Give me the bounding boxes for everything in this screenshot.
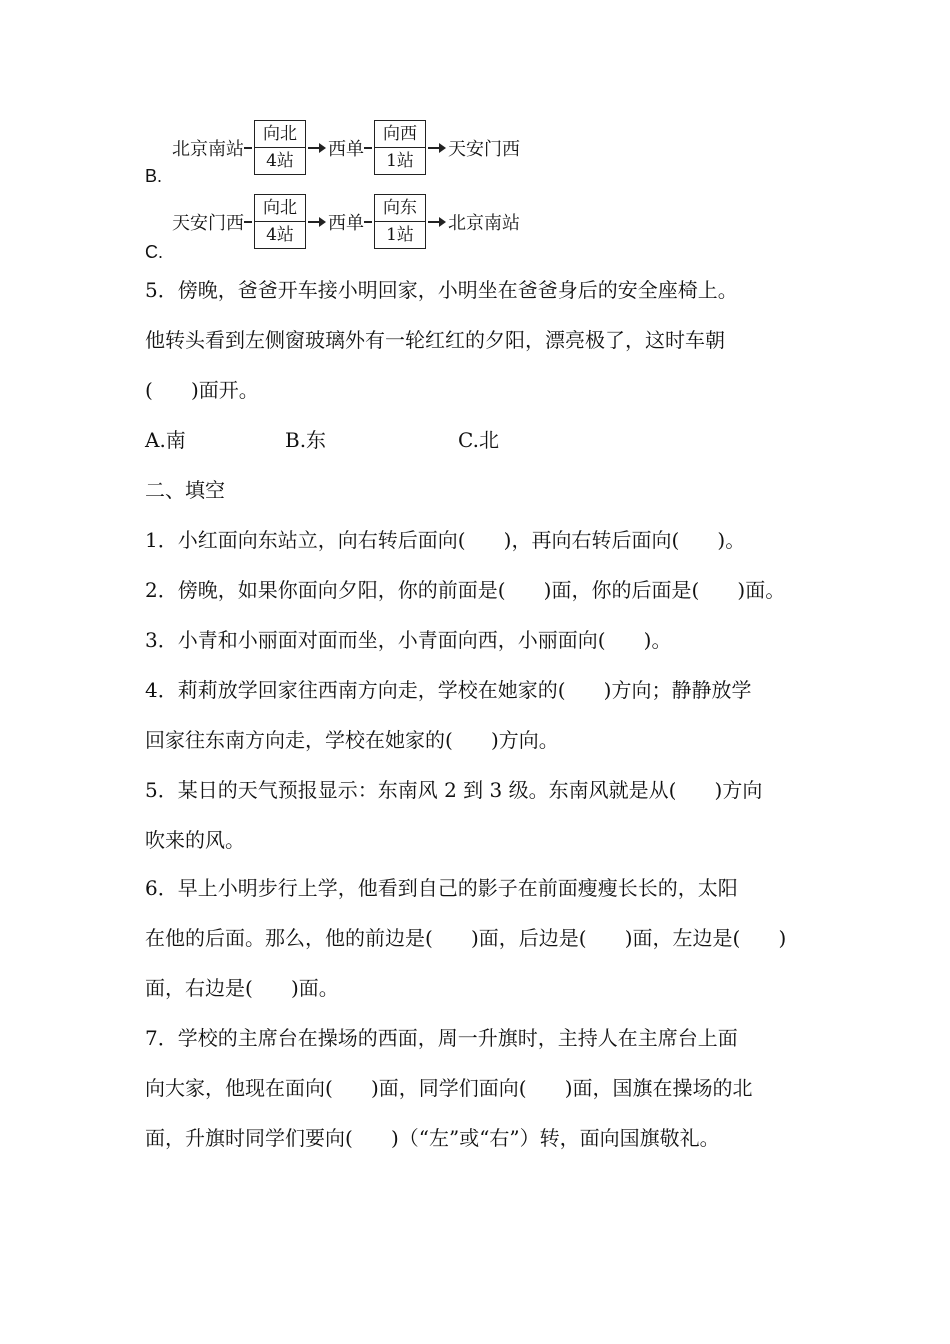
arrow-icon bbox=[428, 147, 440, 149]
fill-question-2: 2．傍晚，如果你面向夕阳，你的前面是( )面，你的后面是( )面。 bbox=[145, 578, 786, 602]
fill-question-5-line-2: 吹来的风。 bbox=[145, 828, 245, 852]
fill-question-1: 1．小红面向东站立，向右转后面向( )，再向右转后面向( )。 bbox=[145, 528, 746, 552]
direction-box bbox=[374, 120, 426, 175]
direction-box bbox=[254, 120, 306, 175]
question-5-line-1: 5．傍晚，爸爸开车接小明回家，小明坐在爸爸身后的安全座椅上。 bbox=[145, 278, 738, 302]
station-mid: 西单 bbox=[328, 212, 364, 234]
stop-count: 4站 bbox=[266, 225, 294, 245]
direction-label: 向东 bbox=[375, 195, 425, 222]
fill-question-6-line-3: 面，右边是( )面。 bbox=[145, 976, 339, 1000]
section-title: 二、填空 bbox=[145, 478, 225, 502]
question-5-line-3: ( )面开。 bbox=[145, 378, 259, 402]
question-5-option-c: C.北 bbox=[458, 428, 499, 452]
route-line bbox=[364, 147, 372, 149]
station-start: 北京南站 bbox=[172, 138, 244, 160]
stop-count: 1站 bbox=[386, 151, 414, 171]
question-5-line-2: 他转头看到左侧窗玻璃外有一轮红红的夕阳，漂亮极了，这时车朝 bbox=[145, 328, 725, 352]
question-5-option-b: B.东 bbox=[285, 428, 327, 452]
route-line bbox=[244, 221, 252, 223]
option-label-b: B. bbox=[145, 166, 163, 186]
fill-question-6-line-2: 在他的后面。那么，他的前边是( )面，后边是( )面，左边是( ) bbox=[145, 926, 787, 950]
fill-question-4-line-2: 回家往东南方向走，学校在她家的( )方向。 bbox=[145, 728, 559, 752]
stop-count: 4站 bbox=[266, 151, 294, 171]
question-5-option-a: A.南 bbox=[145, 428, 186, 452]
station-end: 北京南站 bbox=[448, 212, 520, 234]
arrow-icon bbox=[308, 147, 320, 149]
fill-question-5-line-1: 5．某日的天气预报显示：东南风 2 到 3 级。东南风就是从( )方向 bbox=[145, 778, 763, 802]
option-label-c: C. bbox=[145, 242, 163, 262]
fill-question-7-line-2: 向大家，他现在面向( )面，同学们面向( )面，国旗在操场的北 bbox=[145, 1076, 753, 1100]
direction-label: 向西 bbox=[375, 121, 425, 148]
fill-question-6-line-1: 6．早上小明步行上学，他看到自己的影子在前面瘦瘦长长的，太阳 bbox=[145, 876, 738, 900]
station-mid: 西单 bbox=[328, 138, 364, 160]
direction-box bbox=[254, 194, 306, 249]
route-diagram-c bbox=[172, 194, 520, 249]
route-line bbox=[244, 147, 252, 149]
station-start: 天安门西 bbox=[172, 212, 244, 234]
fill-question-4-line-1: 4．莉莉放学回家往西南方向走，学校在她家的( )方向；静静放学 bbox=[145, 678, 752, 702]
fill-question-7-line-3: 面，升旗时同学们要向( )（“左”或“右”）转，面向国旗敬礼。 bbox=[145, 1126, 720, 1150]
direction-box bbox=[374, 194, 426, 249]
direction-label: 向北 bbox=[255, 121, 305, 148]
direction-label: 向北 bbox=[255, 195, 305, 222]
stop-count: 1站 bbox=[386, 225, 414, 245]
fill-question-3: 3．小青和小丽面对面而坐，小青面向西，小丽面向( )。 bbox=[145, 628, 672, 652]
fill-question-7-line-1: 7．学校的主席台在操场的西面，周一升旗时，主持人在主席台上面 bbox=[145, 1026, 738, 1050]
station-end: 天安门西 bbox=[448, 138, 520, 160]
route-line bbox=[364, 221, 372, 223]
arrow-icon bbox=[428, 221, 440, 223]
arrow-icon bbox=[308, 221, 320, 223]
route-diagram-b bbox=[172, 120, 520, 175]
